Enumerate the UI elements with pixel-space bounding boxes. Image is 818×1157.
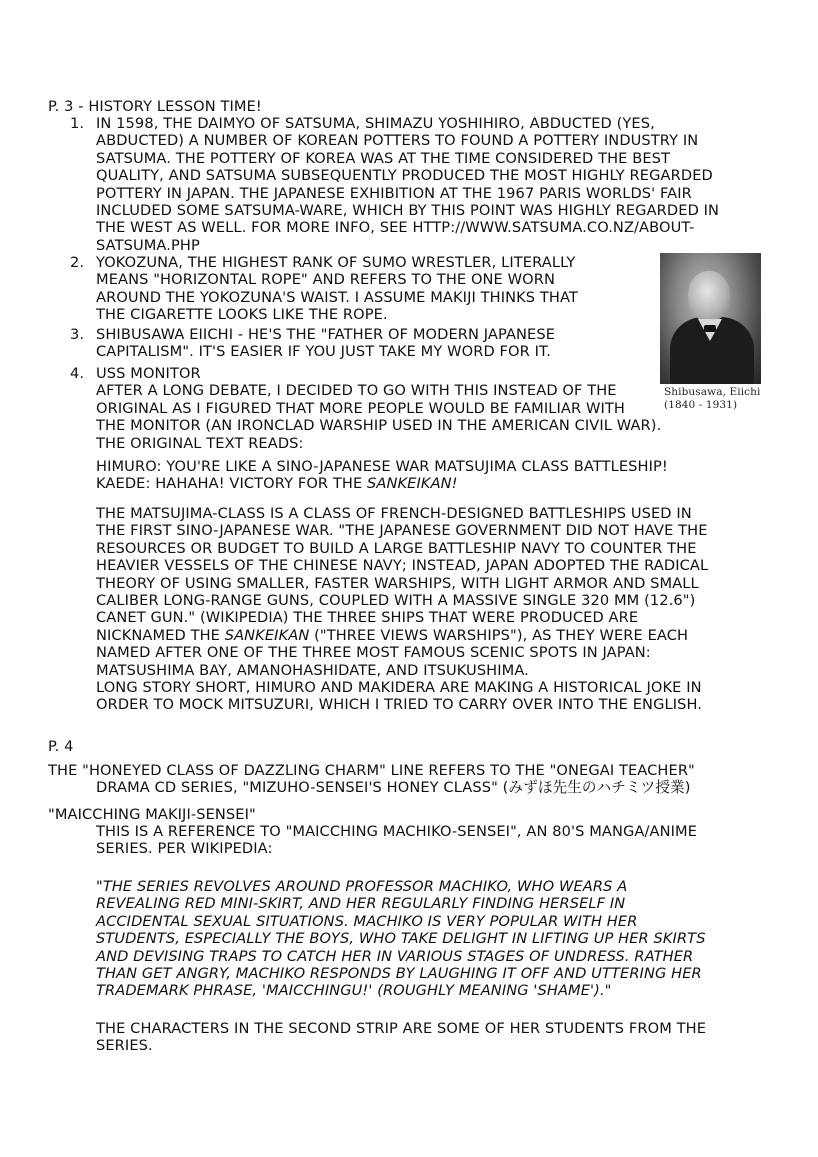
list-number-1: 1. [70, 115, 85, 132]
paragraph-line: THEORY OF USING SMALLER, FASTER WARSHIPS, WITH LIGHT ARMOR AND SMALL [96, 574, 699, 592]
item-2-line: MEANS "HORIZONTAL ROPE" AND REFERS TO THE ONE WORN [96, 271, 555, 289]
item-1-line: IN 1598, THE DAIMYO OF SATSUMA, SHIMAZU YOSHIHIRO, ABDUCTED (YES, [96, 115, 655, 132]
paragraph-line: NAMED AFTER ONE OF THE THREE MOST FAMOUS SCENIC SPOTS IN JAPAN: [96, 644, 651, 662]
list-number-3: 3. [70, 326, 85, 343]
item-3-line: SHIBUSAWA EIICHI - HE'S THE "FATHER OF MODERN JAPANESE [96, 326, 556, 343]
item-3-line: CAPITALISM". IT'S EASIER IF YOU JUST TAKE MY WORD FOR IT. [96, 343, 552, 361]
quote-line: STUDENTS, ESPECIALLY THE BOYS, WHO TAKE DELIGHT IN LIFTING UP HER SKIRTS [96, 930, 706, 948]
note-line: SERIES. [96, 1037, 153, 1055]
section-header-p3: P. 3 - HISTORY LESSON TIME! [48, 98, 262, 115]
closing-note [96, 1020, 706, 1055]
paragraph-line: CANET GUN." (WIKIPEDIA) THE THREE SHIPS THAT WERE PRODUCED ARE [96, 609, 639, 627]
maicching-title: "MAICCHING MAKIJI-SENSEI" [48, 806, 256, 823]
shibusawa-photo-figure [660, 253, 764, 412]
italic-term: SANKEIKAN [224, 626, 310, 644]
paragraph-line: LONG STORY SHORT, HIMURO AND MAKIDERA ARE MAKING A HISTORICAL JOKE IN [96, 679, 702, 697]
item-4-line: THE MONITOR (AN IRONCLAD WARSHIP USED IN THE AMERICAN CIVIL WAR). [96, 417, 662, 435]
paragraph-line [96, 627, 708, 644]
item-1-line: QUALITY, AND SATSUMA SUBSEQUENTLY PRODUCED THE MOST HIGHLY REGARDED [96, 167, 713, 185]
item-1-line: INCLUDED SOME SATSUMA-WARE, WHICH BY THIS POINT WAS HIGHLY REGARDED IN [96, 202, 720, 220]
item-4-line: THE ORIGINAL TEXT READS: [96, 434, 304, 452]
matsujima-paragraph [96, 505, 708, 714]
note-line: DRAMA CD SERIES, "MIZUHO-SENSEI'S HONEY CLASS" (みずほ先生のハチミツ授業) [96, 779, 691, 797]
dialogue-italic-term: SANKEIKAN! [367, 475, 458, 493]
paragraph-line: CALIBER LONG-RANGE GUNS, COUPLED WITH A MASSIVE SINGLE 320 MM (12.6") [96, 592, 696, 610]
item-1-line: SATSUMA. THE POTTERY OF KOREA WAS AT THE TIME CONSIDERED THE BEST [96, 149, 671, 167]
note-line: THIS IS A REFERENCE TO "MAICCHING MACHIKO-SENSEI", AN 80'S MANGA/ANIME [96, 823, 698, 840]
quote-line: TRADEMARK PHRASE, 'MAICCHINGU!' (ROUGHLY MEANING 'SHAME')." [96, 982, 612, 1000]
note-line: THE CHARACTERS IN THE SECOND STRIP ARE SOME OF HER STUDENTS FROM THE [96, 1020, 707, 1037]
item-2-line: YOKOZUNA, THE HIGHEST RANK OF SUMO WRESTLER, LITERALLY [96, 254, 576, 271]
list-item-4-intro [96, 365, 661, 452]
paragraph-line: ORDER TO MOCK MITSUZURI, WHICH I TRIED TO CARRY OVER INTO THE ENGLISH. [96, 696, 703, 714]
item-4-line: USS MONITOR [96, 365, 201, 382]
list-item-3 [96, 326, 555, 361]
dialogue-text: KAEDE: HAHAHA! VICTORY FOR THE [96, 475, 368, 493]
item-1-line: POTTERY IN JAPAN. THE JAPANESE EXHIBITION AT THE 1967 PARIS WORLDS' FAIR [96, 184, 692, 202]
paragraph-line: RESOURCES OR BUDGET TO BUILD A LARGE BATTLESHIP NAVY TO COUNTER THE [96, 539, 697, 557]
list-item-2 [96, 254, 578, 324]
item-2-line: AROUND THE YOKOZUNA'S WAIST. I ASSUME MAKIJI THINKS THAT [96, 288, 578, 306]
portrait-head [688, 271, 730, 321]
list-item-1 [96, 115, 719, 254]
list-number-2: 2. [70, 254, 85, 271]
portrait-photo [660, 253, 761, 384]
paragraph-line: MATSUSHIMA BAY, AMANOHASHIDATE, AND ITSUKUSHIMA. [96, 661, 529, 679]
paragraph-line: THE MATSUJIMA-CLASS IS A CLASS OF FRENCH-DESIGNED BATTLESHIPS USED IN [96, 505, 692, 522]
quote-line: THAN GET ANGRY, MACHIKO RESPONDS BY LAUGHING IT OFF AND UTTERING HER [96, 965, 702, 983]
bow-tie-icon [704, 325, 716, 332]
paragraph-line: THE FIRST SINO-JAPANESE WAR. "THE JAPANESE GOVERNMENT DID NOT HAVE THE [96, 522, 708, 540]
item-4-line: ORIGINAL AS I FIGURED THAT MORE PEOPLE WOULD BE FAMILIAR WITH [96, 399, 625, 417]
caption-years: (1840 - 1931) [664, 399, 738, 411]
dialogue-line [96, 475, 668, 492]
wikipedia-quote [96, 878, 706, 1000]
paragraph-text: ("THREE VIEWS WARSHIPS"), AS THEY WERE EACH [309, 626, 689, 644]
dialogue-line: HIMURO: YOU'RE LIKE A SINO-JAPANESE WAR MATSUJIMA CLASS BATTLESHIP! [96, 458, 668, 475]
caption-name: Shibusawa, Eiichi [664, 386, 761, 398]
paragraph-line: HEAVIER VESSELS OF THE CHINESE NAVY; INSTEAD, JAPAN ADOPTED THE RADICAL [96, 557, 709, 575]
maicching-note [96, 823, 697, 858]
quote-line: AND DEVISING TRAPS TO CATCH HER IN VARIOUS STAGES OF UNDRESS. RATHER [96, 947, 694, 965]
honey-class-note [48, 762, 695, 797]
note-line: SERIES. PER WIKIPEDIA: [96, 840, 273, 858]
note-line: THE "HONEYED CLASS OF DAZZLING CHARM" LINE REFERS TO THE "ONEGAI TEACHER" [48, 762, 695, 779]
section-header-p4: P. 4 [48, 738, 74, 755]
item-2-line: THE CIGARETTE LOOKS LIKE THE ROPE. [96, 306, 388, 324]
quote-line: ACCIDENTAL SEXUAL SITUATIONS. MACHIKO IS VERY POPULAR WITH HER [96, 912, 638, 930]
item-1-line: ABDUCTED) A NUMBER OF KOREAN POTTERS TO FOUND A POTTERY INDUSTRY IN [96, 132, 699, 150]
item-4-line: AFTER A LONG DEBATE, I DECIDED TO GO WITH THIS INSTEAD OF THE [96, 382, 617, 400]
item-1-line: SATSUMA.PHP [96, 236, 200, 254]
quote-line: REVEALING RED MINI-SKIRT, AND HER REGULARLY FINDING HERSELF IN [96, 895, 626, 913]
quote-line: "THE SERIES REVOLVES AROUND PROFESSOR MACHIKO, WHO WEARS A [96, 878, 628, 895]
photo-caption [660, 386, 764, 412]
paragraph-text: NICKNAMED THE [96, 626, 225, 644]
dialogue-block [96, 458, 668, 493]
list-number-4: 4. [70, 365, 85, 382]
item-1-line: THE WEST AS WELL. FOR MORE INFO, SEE HTTP://WWW.SATSUMA.CO.NZ/ABOUT- [96, 219, 695, 237]
